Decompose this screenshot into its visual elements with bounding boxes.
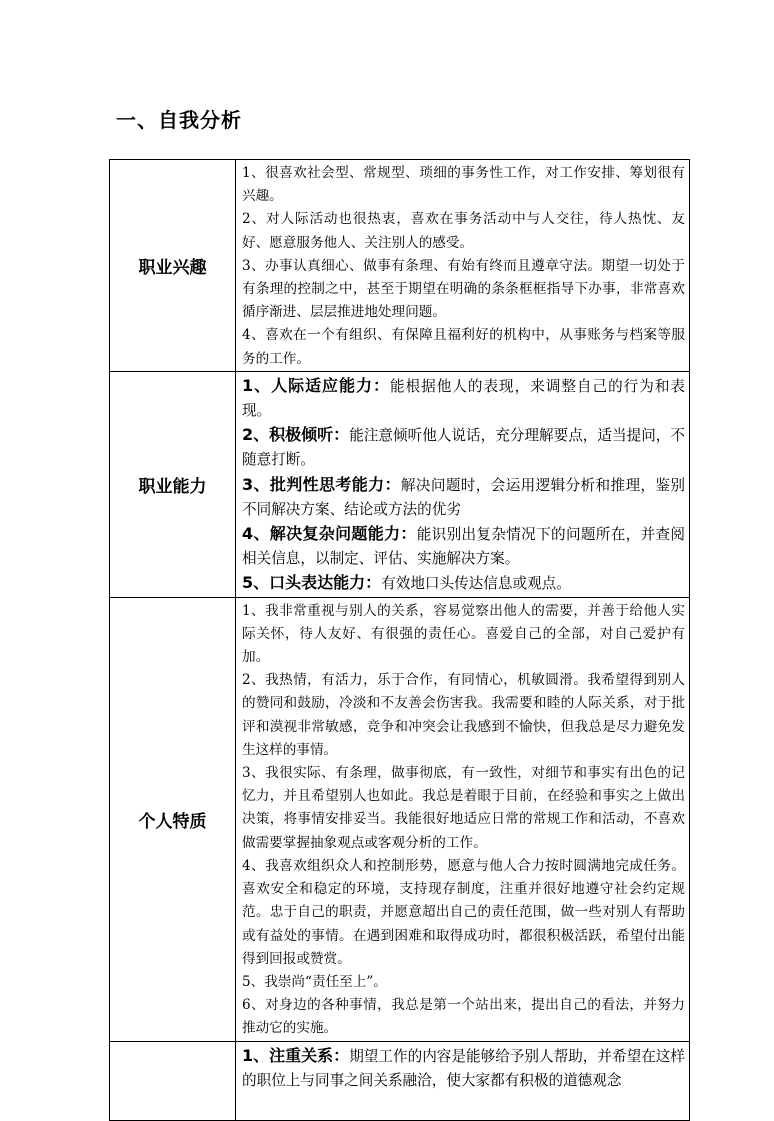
interest-item: 3、办事认真细心、做事有条理、有始有终而且遵章守法。期望一切处于有条理的控制之中，甚至于期望在明确的条条框框指导下办事，非常喜欢循序渐进、层层推进地处理问题。 [242, 257, 685, 321]
table-row-traits [110, 597, 690, 1041]
row-content-ability [236, 371, 690, 597]
trait-item: 1、我非常重视与别人的关系，容易觉察出他人的需要，并善于给他人实际关怀，待人友好、有很强的责任心。喜爱自己的全部，对自己爱护有加。 [242, 602, 685, 666]
section-title: 一、自我分析 [116, 108, 242, 132]
row-content-interest [236, 160, 690, 372]
ability-item-text: 能注意倾听他人说话，充分理解要点，适当提问，不随意打断。 [242, 427, 685, 469]
values-item [242, 1044, 685, 1093]
interest-item: 2、对人际活动也很热衷，喜欢在事务活动中与人交往，待人热忱、友好、愿意服务他人、关注别人的感受。 [242, 211, 685, 251]
row-content-traits [236, 597, 690, 1041]
ability-item-title: 4、解决复杂问题能力： [242, 524, 417, 544]
ability-item-text: 能根据他人的表现，来调整自己的行为和表现。 [242, 377, 685, 420]
ability-item-text: 解决问题时，会运用逻辑分析和推理，鉴别不同解决方案、结论或方法的优劣 [242, 476, 685, 518]
interest-item: 4、喜欢在一个有组织、有保障且福利好的机构中，从事账务与档案等服务的工作。 [242, 327, 685, 367]
table-row-ability [110, 371, 690, 597]
ability-item [242, 473, 685, 522]
interest-item: 1、很喜欢社会型、常规型、琐细的事务性工作，对工作安排、筹划很有兴趣。 [242, 165, 685, 205]
row-label-interest: 职业兴趣 [110, 160, 236, 372]
ability-item-text: 能识别出复杂情况下的问题所在，并查阅相关信息，以制定、评估、实施解决方案。 [242, 526, 685, 568]
trait-item: 2、我热情，有活力，乐于合作，有同情心，机敏圆滑。我希望得到别人的赞同和鼓励，冷淡和不友善会伤害我。我需要和睦的人际关系，对于批评和漠视非常敏感，竞争和冲突会让我感到不愉快，但我总是尽力避免发生这样的事情。 [242, 672, 685, 758]
ability-item [242, 522, 685, 571]
values-item-text: 期望工作的内容是能够给予别人帮助，并希望在这样的职位上与同事之间关系融洽，使大家都有积极的道德观念 [242, 1047, 685, 1089]
ability-item-title: 5、口头表达能力： [242, 573, 382, 593]
row-label-values [110, 1041, 236, 1120]
ability-item-title: 2、积极倾听： [242, 425, 350, 445]
trait-item: 6、对身边的各种事情，我总是第一个站出来，提出自己的看法，并努力推动它的实施。 [242, 997, 685, 1037]
table-row-interest [110, 160, 690, 372]
row-content-values [236, 1041, 690, 1120]
values-item-title: 1、注重关系： [242, 1045, 350, 1065]
self-analysis-table [109, 159, 690, 1121]
ability-item-title: 3、批判性思考能力： [242, 474, 401, 494]
ability-item-title: 1、人际适应能力： [242, 375, 390, 395]
ability-item [242, 571, 685, 596]
trait-item: 4、我喜欢组织众人和控制形势，愿意与他人合力按时圆满地完成任务。喜欢安全和稳定的环境，支持现存制度，注重并很好地遵守社会约定规范。忠于自己的职责，并愿意超出自己的责任范围，做一些对别人有帮助或有益处的事情。在遇到困难和取得成功时，都很积极活跃，希望付出能得到回报或赞赏。 [242, 857, 685, 967]
ability-item [242, 374, 685, 423]
row-label-ability: 职业能力 [110, 371, 236, 597]
ability-item [242, 423, 685, 472]
trait-item: 5、我崇尚“责任至上”。 [242, 973, 387, 990]
row-label-traits: 个人特质 [110, 597, 236, 1041]
ability-item-text: 有效地口头传达信息或观点。 [381, 575, 571, 593]
trait-item: 3、我很实际、有条理，做事彻底，有一致性，对细节和事实有出色的记忆力，并且希望别人也如此。我总是着眼于目前，在经验和事实之上做出决策，将事情安排妥当。我能很好地适应日常的常规工作和活动，不喜欢做需要掌握抽象观点或客观分析的工作。 [242, 765, 685, 851]
table-row-values [110, 1041, 690, 1120]
